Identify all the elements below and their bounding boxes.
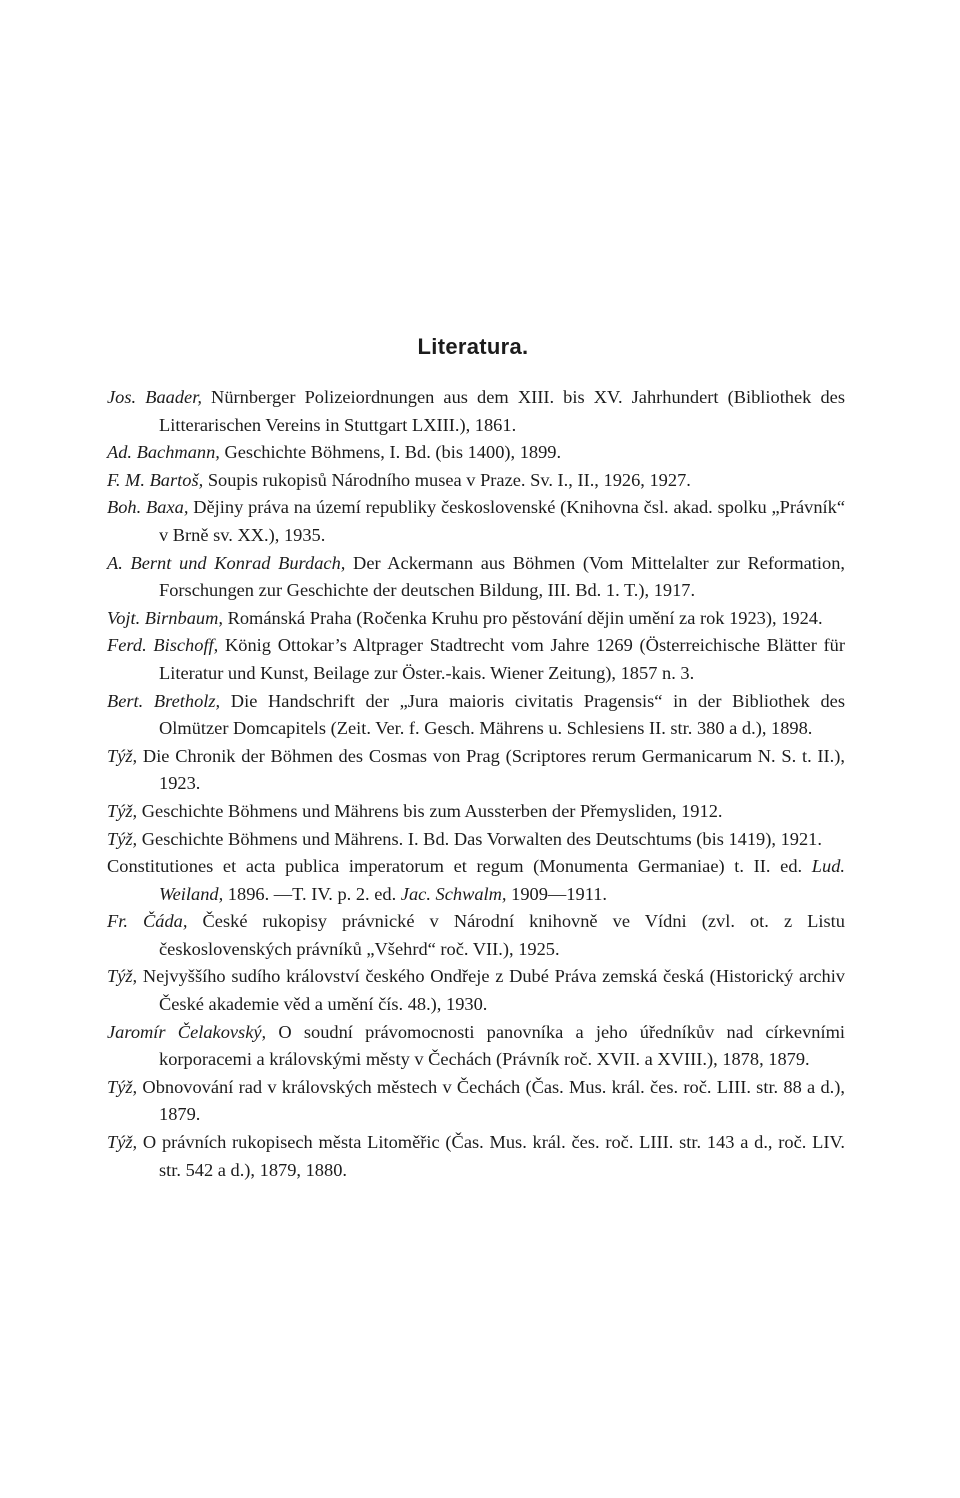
entry-text: Soupis rukopisů Národního musea v Praze. Sv. I., II., 1926, 1927. bbox=[203, 469, 691, 490]
bibliography-entry bbox=[107, 439, 845, 467]
bibliography-entry bbox=[107, 605, 845, 633]
entry-text: Geschichte Böhmens und Mährens. I. Bd. Das Vorwalten des Deutschtums (bis 1419), 1921. bbox=[137, 828, 822, 849]
entry-author: Ferd. Bischoff, bbox=[107, 635, 219, 656]
entry-author: A. Bernt und Konrad Burdach, bbox=[107, 552, 346, 573]
bibliography-entry bbox=[107, 853, 845, 908]
entry-author: Ad. Bachmann, bbox=[107, 442, 220, 463]
entry-text: Obnovování rad v královských městech v Čechách (Čas. Mus. král. čes. roč. LIII. str. 88 a d.), 1879. bbox=[137, 1076, 845, 1125]
entry-text: Der Ackermann aus Böhmen (Vom Mittelalter zur Reformation, Forschungen zur Geschichte der deutschen Bildung, III. Bd. 1. T.), 1917. bbox=[159, 552, 846, 601]
entry-editor: Jac. Schwalm, bbox=[400, 883, 507, 904]
entry-author: Týž, bbox=[107, 1132, 138, 1153]
bibliography-entry bbox=[107, 384, 845, 439]
entry-text: Die Chronik der Böhmen des Cosmas von Prag (Scriptores rerum Germanicarum N. S. t. II.), 1923. bbox=[137, 745, 845, 794]
bibliography-entry bbox=[107, 550, 845, 605]
bibliography-entry bbox=[107, 743, 845, 798]
entry-author: Týž, bbox=[107, 828, 138, 849]
bibliography-entry bbox=[107, 494, 845, 549]
entry-text: Die Handschrift der „Jura maioris civitatis Pragensis“ in der Bibliothek des Olmützer Domcapitels (Zeit. Ver. f. Gesch. Mährens u. Schlesiens II. str. 380 a d.), 1898. bbox=[159, 690, 845, 739]
entry-author: Týž, bbox=[107, 966, 138, 987]
entry-text: Geschichte Böhmens und Mährens bis zum Aussterben der Přemysliden, 1912. bbox=[137, 800, 723, 821]
bibliography-entry bbox=[107, 908, 845, 963]
bibliography-entry bbox=[107, 1074, 845, 1129]
entry-text: 1896. —T. IV. p. 2. ed. bbox=[223, 883, 401, 904]
entry-author: Týž, bbox=[107, 745, 138, 766]
entry-author: Boh. Baxa, bbox=[107, 497, 189, 518]
entry-text: Geschichte Böhmens, I. Bd. (bis 1400), 1899. bbox=[219, 442, 562, 463]
bibliography-entry bbox=[107, 798, 845, 826]
entry-text: Constitutiones et acta publica imperatorum et regum (Monumenta Germaniae) t. II. ed. bbox=[107, 856, 812, 877]
entry-author: Vojt. Birnbaum, bbox=[107, 607, 223, 628]
entry-text: König Ottokar’s Altprager Stadtrecht vom Jahre 1269 (Österreichische Blätter für Literatur und Kunst, Beilage zur Öster.-kais. Wiener Zeitung), 1857 n. 3. bbox=[159, 635, 845, 683]
entry-author: Jaromír Čelakovský, bbox=[107, 1021, 267, 1042]
entry-author: Fr. Čáda, bbox=[107, 911, 188, 932]
entry-author: Týž, bbox=[107, 800, 138, 821]
entry-text: Nejvyššího sudího království českého Ondřeje z Dubé Práva zemská česká (Historický archiv České akademie věd a umění čís. 48.), 1930. bbox=[137, 966, 845, 1015]
bibliography-entry bbox=[107, 632, 845, 687]
entry-text: Nürnberger Polizeiordnungen aus dem XIII. bis XV. Jahrhundert (Bibliothek des Litterarischen Vereins in Stuttgart LXIII.), 1861. bbox=[159, 387, 845, 435]
bibliography-entry bbox=[107, 826, 845, 854]
page-title: Literatura. bbox=[417, 334, 529, 359]
entry-author: F. M. Bartoš, bbox=[107, 469, 204, 490]
entry-text: O právních rukopisech města Litoměřic (Čas. Mus. král. čes. roč. LIII. str. 143 a d., roč. LIV. str. 542 a d.), 1879, 1880. bbox=[137, 1132, 845, 1180]
entry-author: Týž, bbox=[107, 1076, 138, 1097]
bibliography-entry bbox=[107, 467, 845, 495]
entry-text: 1909—1911. bbox=[506, 883, 607, 904]
bibliography-list bbox=[107, 384, 845, 1184]
bibliography-entry bbox=[107, 963, 845, 1018]
bibliography-entry bbox=[107, 1129, 845, 1184]
bibliography-entry bbox=[107, 688, 845, 743]
entry-editor: Lud. Weiland, bbox=[159, 856, 845, 904]
bibliography-entry bbox=[107, 1019, 845, 1074]
entry-author: Jos. Baader, bbox=[107, 387, 202, 407]
entry-text: O soudní právomocnosti panovníka a jeho úředníkův nad církevními korporacemi a královskými městy v Čechách (Právník roč. XVII. a XVIII.), 1878, 1879. bbox=[159, 1021, 845, 1070]
entry-text: Dějiny práva na území republiky československé (Knihovna čsl. akad. spolku „Právník“ v Brně sv. XX.), 1935. bbox=[159, 497, 845, 545]
entry-text: České rukopisy právnické v Národní knihovně ve Vídni (zvl. ot. z Listu československých právníků „Všehrd“ roč. VII.), 1925. bbox=[159, 911, 845, 959]
entry-text: Románská Praha (Ročenka Kruhu pro pěstování dějin umění za rok 1923), 1924. bbox=[222, 607, 823, 628]
entry-author: Bert. Bretholz, bbox=[107, 690, 221, 711]
